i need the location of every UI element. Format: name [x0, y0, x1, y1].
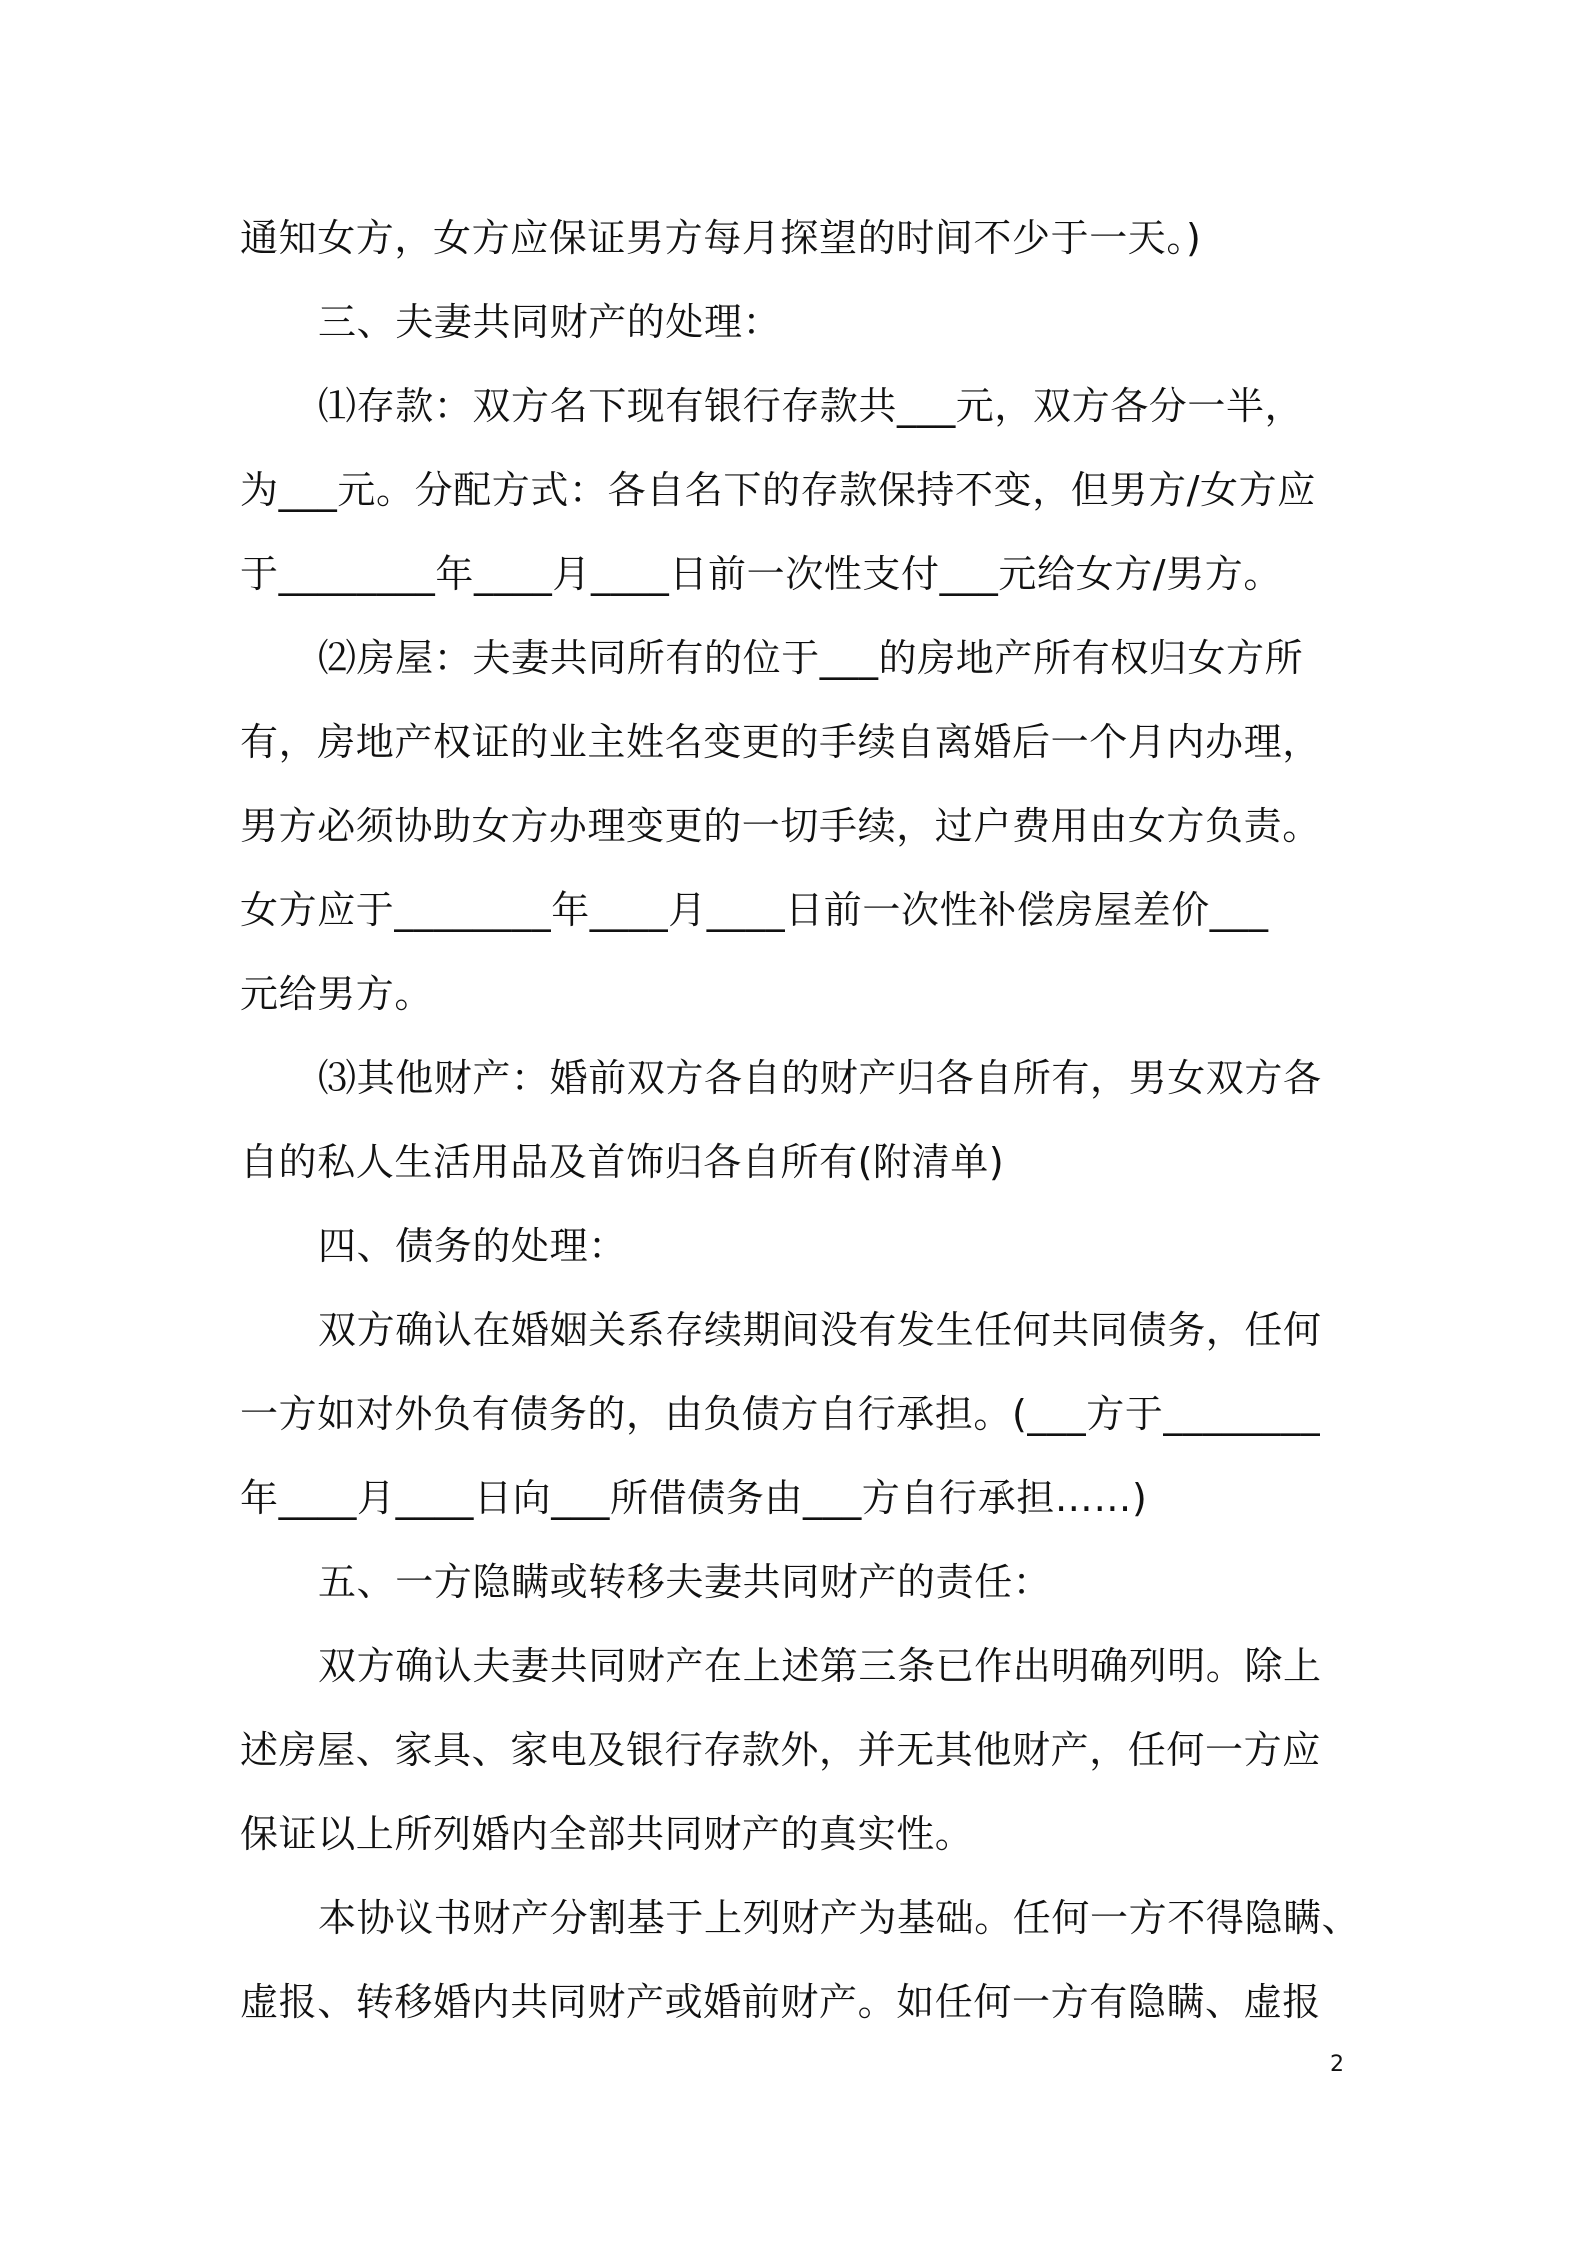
paragraph-line: 元给男方。 [240, 972, 434, 1016]
paragraph-line: 虚报、转移婚内共同财产或婚前财产。如任何一方有隐瞒、虚报 [240, 1980, 1321, 2024]
paragraph-start-line: 双方确认在婚姻关系存续期间没有发生任何共同债务，任何 [318, 1308, 1322, 1352]
paragraph-line: 于________年____月____日前一次性支付___元给女方/男方。 [240, 552, 1283, 596]
document-body [240, 196, 1364, 2044]
paragraph-line: 自的私人生活用品及首饰归各自所有(附清单) [240, 1140, 1005, 1184]
paragraph-line: 保证以上所列婚内全部共同财产的真实性。 [240, 1812, 974, 1856]
paragraph-start-line: 三、夫妻共同财产的处理： [318, 300, 782, 344]
paragraph-line: 述房屋、家具、家电及银行存款外，并无其他财产，任何一方应 [240, 1728, 1321, 1772]
paragraph-start-line: ⑴存款：双方名下现有银行存款共___元，双方各分一半， [318, 384, 1304, 428]
paragraph-line: 男方必须协助女方办理变更的一切手续，过户费用由女方负责。 [240, 804, 1321, 848]
paragraph-start-line: 本协议书财产分割基于上列财产为基础。任何一方不得隐瞒、 [318, 1896, 1361, 1940]
paragraph-start-line: ⑶其他财产：婚前双方各自的财产归各自所有，男女双方各 [318, 1056, 1322, 1100]
paragraph-line: 有，房地产权证的业主姓名变更的手续自离婚后一个月内办理， [240, 720, 1321, 764]
paragraph-start-line: ⑵房屋：夫妻共同所有的位于___的房地产所有权归女方所 [318, 636, 1304, 680]
paragraph-line: 年____月____日向___所借债务由___方自行承担……) [240, 1476, 1148, 1520]
paragraph-line: 为___元。分配方式：各自名下的存款保持不变，但男方/女方应 [240, 468, 1316, 512]
paragraph-line: 通知女方，女方应保证男方每月探望的时间不少于一天。) [240, 216, 1202, 260]
paragraph-line: 女方应于________年____月____日前一次性补偿房屋差价___ [240, 888, 1269, 932]
paragraph-start-line: 五、一方隐瞒或转移夫妻共同财产的责任： [318, 1560, 1052, 1604]
paragraph-line: 一方如对外负有债务的，由负债方自行承担。(___方于________ [240, 1392, 1321, 1436]
paragraph-start-line: 双方确认夫妻共同财产在上述第三条已作出明确列明。除上 [318, 1644, 1322, 1688]
paragraph-start-line: 四、债务的处理： [318, 1224, 627, 1268]
page-number: 2 [1330, 2052, 1344, 2077]
